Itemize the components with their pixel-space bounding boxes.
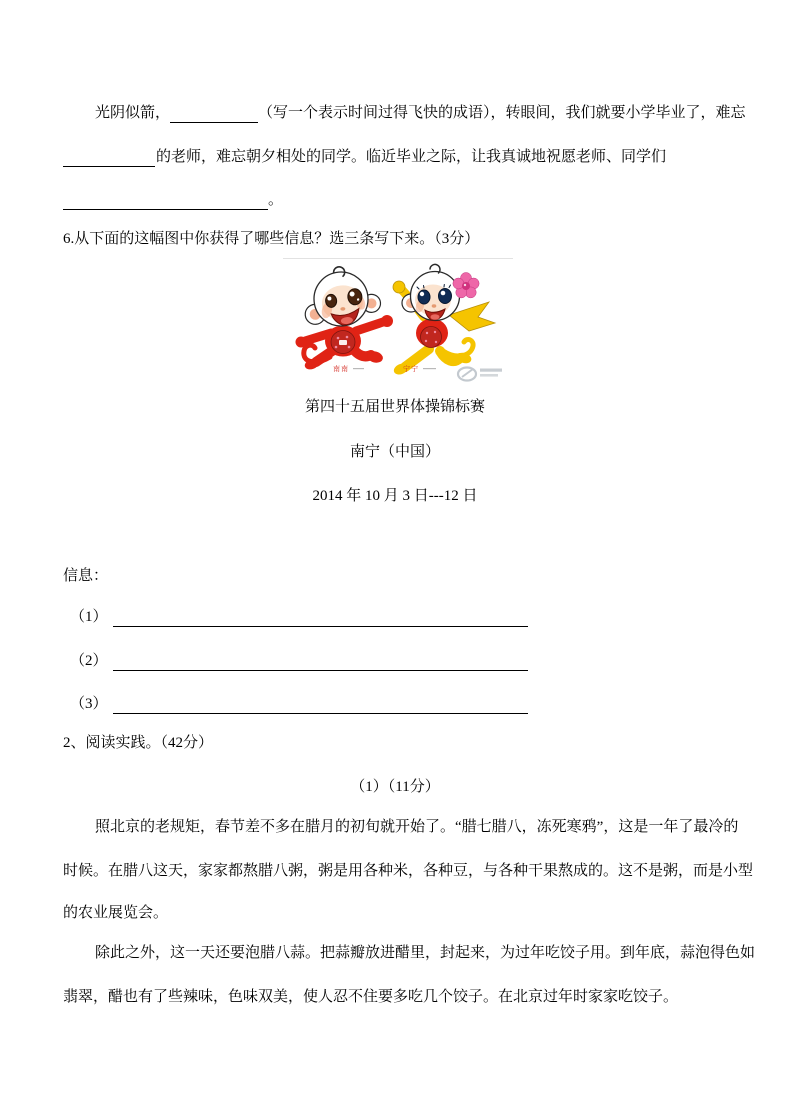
mascot-left-label: 南南 [333, 365, 349, 373]
blank-wish [63, 194, 268, 210]
info-item-3-blank [113, 698, 528, 714]
farewell-line1-end: （写一个表示时间过得飞快的成语），转眼间，我们就要小学毕业了，难忘 [258, 105, 746, 121]
info-item-1-number: （1） [70, 609, 108, 625]
figure-caption-date: 2014 年 10 月 3 日---12 日 [312, 488, 478, 504]
figure-caption-city: 南宁（中国） [349, 444, 440, 460]
watermark-logo [458, 368, 502, 381]
reading-subheading: （1）（11分） [350, 779, 440, 795]
info-item-3-number: （3） [70, 696, 108, 712]
info-item-1-blank [113, 611, 528, 627]
info-item-2-number: （2） [70, 653, 108, 669]
farewell-line2-text: 的老师，难忘朝夕相处的同学。临近毕业之际，让我真诚地祝愿老师、同学们 [156, 149, 667, 165]
figure-caption-event: 第四十五届世界体操锦标赛 [304, 399, 485, 415]
passage-line-3: 的农业展览会。 [63, 905, 169, 921]
info-label: 信息： [63, 568, 109, 584]
info-item-2-blank [113, 655, 528, 671]
passage-line-4: 除此之外，这一天还要泡腊八蒜。把蒜瓣放进醋里，封起来，为过年吃饺子用。到年底，蒜泡得色如 [95, 945, 756, 961]
mascot-right-label: 宁宁 [403, 365, 419, 373]
mascot-right-monkey [392, 264, 495, 376]
passage-line-1: 照北京的老规矩，春节差不多在腊月的初旬就开始了。“腊七腊八，冻死寒鸦”，这是一年了最冷的 [95, 819, 739, 835]
info-item-1 [70, 607, 528, 627]
blank-idiom [170, 107, 258, 123]
farewell-line-3 [63, 190, 283, 210]
passage-line-5: 翡翠，醋也有了些辣味，色味双美，使人忍不住要多吃几个饺子。在北京过年时家家吃饺子。 [63, 989, 679, 1005]
reading-section-heading: 2、阅读实践。（42分） [63, 735, 214, 751]
farewell-line1-start: 光阴似箭， [95, 105, 171, 121]
info-item-3 [70, 694, 528, 714]
mascots-image [283, 258, 513, 387]
flower-icon [453, 273, 479, 298]
mascot-left-monkey [296, 263, 394, 371]
blank-teacher [63, 151, 155, 167]
question6-text: 6.从下面的这幅图中你获得了哪些信息？选三条写下来。（3分） [63, 231, 480, 247]
farewell-line-2 [63, 147, 666, 167]
farewell-line-1 [95, 103, 746, 123]
info-item-2 [70, 651, 528, 671]
mascots-illustration [283, 259, 513, 387]
passage-line-2: 时候。在腊八这天，家家都熬腊八粥，粥是用各种米，各种豆，与各种干果熬成的。这不是粥，而是小型 [63, 863, 754, 879]
farewell-line3-period: 。 [268, 192, 284, 208]
